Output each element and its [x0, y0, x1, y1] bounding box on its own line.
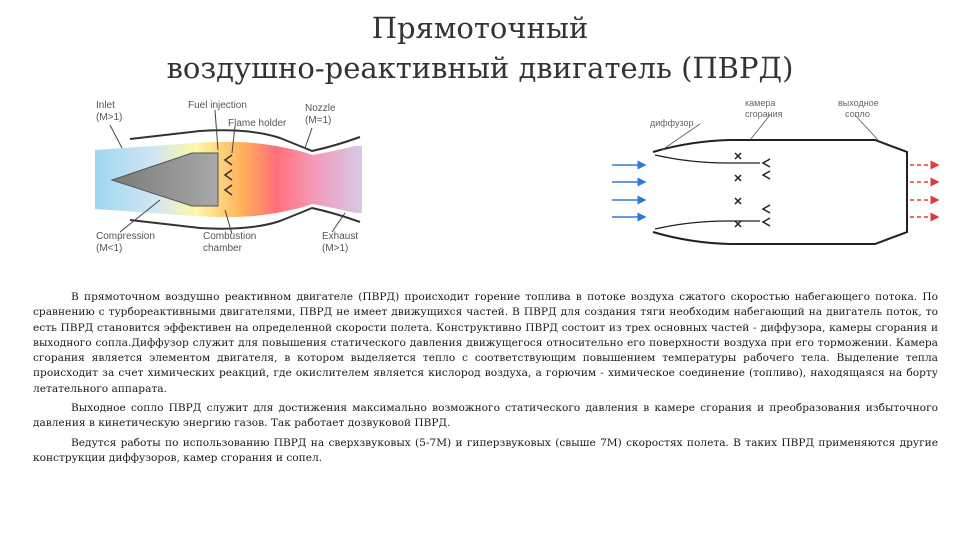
label-chamber: chamber: [203, 243, 242, 254]
paragraph-3: Ведутся работы по использованию ПВРД на сверхзвуковых (5-7М) и гиперзвуковых (свыше 7М) скоростях полета. В таких ПВРД применяются другие конструкции диффузоров, камер сгорания и сопел.: [33, 436, 938, 464]
paragraph-2: Выходное сопло ПВРД служит для достижения максимально возможного статического давления в камере сгорания и преобразования избыточного давления в кинетическую энергию газов. Так работает дозвуковой ПВРД.: [33, 402, 938, 430]
paragraph-1: В прямоточном воздушно реактивном двигателе (ПВРД) происходит горение топлива в потоке воздуха сжатого скоростью набегающего потока. По сравнению с турбореактивными двигателями, ПВРД не имеет движущихся частей. В ПВРД для создания тяги необходим набегающий на двигатель поток, то есть ПВРД становится эффективен на определенной скорости полета. Конструктивно ПВРД состоит из трех основных частей - диффузора, камеры сгорания и выходного сопла.Диффузор служит для повышения статического давления движущегося относительно его поверхности воздуха при его торможении. Камера сгорания является элементом двигателя, в котором выделяется тепло с соответствующим повышением температуры рабочего тела. Выделение тепла происходит за счет химических реакций, где окислителем является кислород воздуха, а горючим - химическое соединение (топливо), находящаяся на борту летательного аппарата.: [33, 291, 938, 395]
body-text: [33, 290, 938, 470]
engine-body: [653, 140, 907, 244]
label-combustion: Combustion: [203, 231, 257, 242]
title-line-1: Прямоточный: [371, 11, 589, 45]
label-exit-nozzle-1: выходное: [838, 98, 879, 108]
label-compression-m: (M<1): [96, 243, 123, 254]
label-exhaust: Exhaust: [322, 231, 359, 242]
label-nozzle: Nozzle: [305, 103, 336, 114]
label-nozzle-m: (M=1): [305, 115, 332, 126]
ramjet-outline-diagram: [612, 98, 938, 244]
label-combustion-chamber-2: сгорания: [745, 109, 783, 119]
outflow-arrows: [910, 165, 938, 217]
label-fuel-injection: Fuel injection: [188, 100, 247, 111]
inner-diffuser-line: [655, 155, 760, 163]
flame-holder-symbols: [735, 153, 770, 227]
label-diffuser: диффузор: [650, 118, 694, 128]
label-flame-holder: Flame holder: [228, 118, 287, 129]
label-exhaust-m: (M>1): [322, 243, 349, 254]
inflow-arrows: [612, 165, 645, 217]
label-compression: Compression: [96, 231, 155, 242]
label-inlet-m: (M>1): [96, 112, 123, 123]
label-exit-nozzle-2: сопло: [845, 109, 870, 119]
label-combustion-chamber-1: камера: [745, 98, 776, 108]
label-inlet: Inlet: [96, 100, 115, 111]
title-line-2: воздушно-реактивный двигатель (ПВРД): [166, 51, 794, 85]
